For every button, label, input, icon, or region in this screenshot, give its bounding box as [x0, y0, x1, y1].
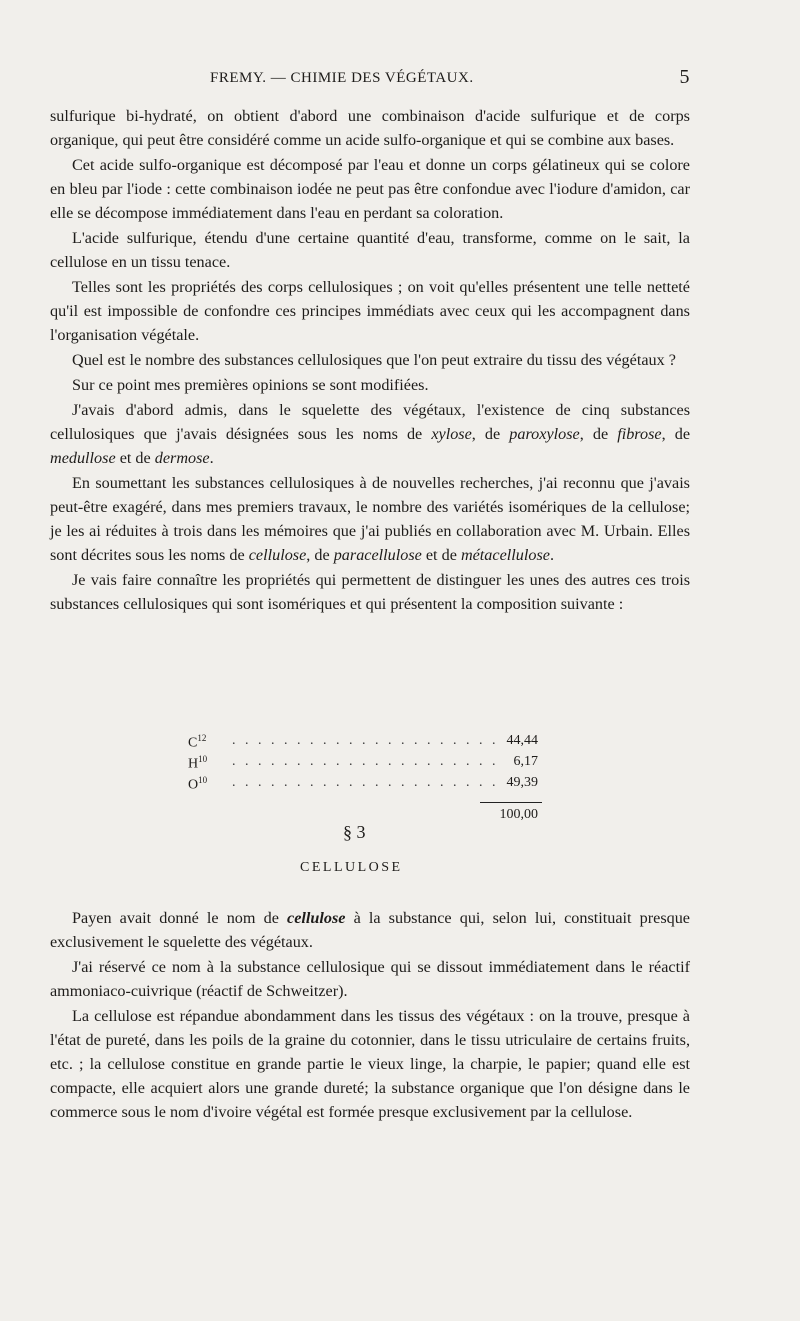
element-letter: H	[188, 756, 199, 772]
paragraph-three-varieties	[50, 471, 690, 567]
paragraph: Je vais faire connaître les propriétés qui permettent de distinguer les unes des autres ces trois substances cellulosiques qui sont isomériques et qui présentent la composition suivante :	[50, 571, 690, 613]
composition-row	[188, 775, 548, 796]
paragraph-five-substances	[50, 398, 690, 470]
composition-row	[188, 733, 548, 754]
term-xylose: xylose	[431, 425, 472, 443]
paragraph: J'ai réservé ce nom à la substance cellulosique qui se dissout immédiatement dans le réactif ammoniaco-cuivrique (réactif de Schweitzer).	[50, 958, 690, 1000]
element-letter: C	[188, 735, 198, 751]
element-subscript: 10	[198, 775, 208, 785]
leader-dots: . . . . . . . . . . . . . . . . . . . . .	[232, 733, 499, 748]
text-run: .	[209, 449, 214, 467]
element-subscript: 10	[198, 754, 208, 764]
element-symbol	[188, 775, 207, 794]
element-symbol	[188, 754, 207, 773]
term-paracellulose: paracellulose	[333, 546, 422, 564]
body-text-lower	[50, 906, 690, 1124]
paragraph: L'acide sulfurique, étendu d'une certaine quantité d'eau, transforme, comme on le sait, la cellulose en un tissu tenace.	[50, 229, 690, 271]
text-run: , de	[579, 425, 618, 443]
paragraph-payen	[50, 906, 690, 954]
section-title: CELLULOSE	[300, 860, 403, 875]
term-dermose: dermose	[154, 449, 210, 467]
page-number: 5	[679, 66, 690, 88]
term-metacellulose: métacellulose	[460, 546, 550, 564]
element-letter: O	[188, 777, 199, 793]
text-run: .	[549, 546, 554, 564]
leader-dots: . . . . . . . . . . . . . . . . . . . . .	[232, 775, 499, 790]
composition-total: 100,00	[499, 807, 538, 822]
text-run: En soumettant les substances cellulosiques à de nouvelles recherches, j'ai reconnu que j'avais peut-être exagéré, dans mes premiers travaux, le nombre des variétés isomériques de la cellulose; je les ai réduites à trois dans les mémoires que j'ai publiés en collaboration avec M. Urbain. Elles sont décrites sous les noms de	[50, 474, 690, 564]
term-fibrose: fibrose	[617, 425, 662, 443]
paragraph: sulfurique bi-hydraté, on obtient d'abord une combinaison d'acide sulfurique et de corps organique, qui peut être considéré comme un acide sulfo-organique et qui se combine aux bases.	[50, 107, 690, 149]
term-cellulose: cellulose	[248, 546, 307, 564]
text-run: à la substance qui, selon lui, constituait presque exclusivement le squelette des végétaux.	[50, 909, 690, 951]
element-subscript: 12	[197, 733, 207, 743]
body-text-upper	[50, 104, 690, 616]
total-rule	[480, 802, 542, 803]
paragraph: Telles sont les propriétés des corps cellulosiques ; on voit qu'elles présentent une telle netteté qu'il est impossible de confondre ces principes immédiats avec ceux qui les accompagnent dans l'organisation végétale.	[50, 278, 690, 344]
composition-value: 6,17	[513, 754, 538, 769]
element-symbol	[188, 733, 206, 752]
text-run: J'avais d'abord admis, dans le squelette des végétaux, l'existence de cinq substances cellulosiques que j'avais désignées sous les noms de	[50, 401, 690, 443]
leader-dots: . . . . . . . . . . . . . . . . . . . . .	[232, 754, 499, 769]
paragraph: La cellulose est répandue abondamment dans les tissus des végétaux : on la trouve, presque à l'état de pureté, dans les poils de la graine du cotonnier, dans le tissu utriculaire de certains fruits, etc. ; la cellulose constitue en grande partie le vieux linge, la charpie, le papier; quand elle est compacte, elle acquiert alors une grande dureté; la substance organique que l'on désigne dans le commerce sous le nom d'ivoire végétal est formée presque exclusivement par la cellulose.	[50, 1007, 690, 1121]
running-title: FREMY. — CHIMIE DES VÉGÉTAUX.	[210, 70, 474, 86]
composition-value: 44,44	[506, 733, 538, 748]
text-run: et de	[115, 449, 155, 467]
composition-value: 49,39	[506, 775, 538, 790]
term-medullose: medullose	[50, 449, 116, 467]
paragraph: Sur ce point mes premières opinions se sont modifiées.	[72, 376, 429, 394]
term-cellulose: cellulose	[287, 909, 346, 927]
text-run: , de	[661, 425, 691, 443]
text-run: et de	[421, 546, 461, 564]
composition-table	[188, 733, 548, 822]
composition-row	[188, 754, 548, 775]
section-mark: § 3	[343, 822, 366, 842]
text-run: Payen avait donné le nom de	[72, 909, 288, 927]
text-run: , de	[306, 546, 334, 564]
paragraph: Quel est le nombre des substances cellulosiques que l'on peut extraire du tissu des végétaux ?	[72, 351, 676, 369]
term-paroxylose: paroxylose	[509, 425, 580, 443]
text-run: , de	[471, 425, 510, 443]
paragraph: Cet acide sulfo-organique est décomposé par l'eau et donne un corps gélatineux qui se colore en bleu par l'iode : cette combinaison iodée ne peut pas être confondue avec l'iodure d'amidon, car elle se décompose immédiatement dans l'eau en perdant sa coloration.	[50, 156, 690, 222]
